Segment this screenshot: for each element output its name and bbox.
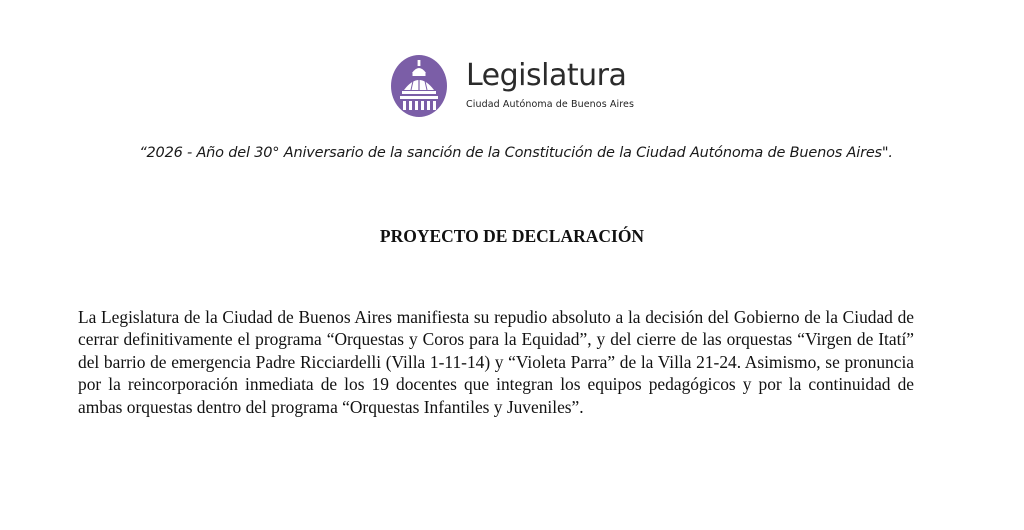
document-body: La Legislatura de la Ciudad de Buenos Aires manifiesta su repudio absoluto a la decisión del Gobierno de la Ciudad de cerrar definitivamente el programa “Orquestas y Coros para la Equidad”, y del cierre de las orquestas “Virgen de Itatí” del barrio de emergencia Padre Ricciardelli (Villa 1-11-14) y “Violeta Parra” de la Villa 21-24. Asimismo, se pronuncia por la reincorporación inmediata de los 19 docentes que integran los equipos pedagógicos y por la continuidad de ambas orquestas dentro del programa “Orquestas Infantiles y Juveniles”. [78, 307, 914, 417]
letterhead [390, 50, 634, 122]
document-title: PROYECTO DE DECLARACIÓN [379, 226, 645, 246]
legislature-dome-icon [390, 54, 448, 118]
logo-wordmark [466, 59, 634, 110]
logo-title: Legislatura [466, 57, 627, 93]
logo-subtitle: Ciudad Autónoma de Buenos Aires [466, 98, 634, 110]
year-motto: “2026 - Año del 30° Aniversario de la sanción de la Constitución de la Ciudad Autónoma de Buenos Aires". [139, 145, 893, 161]
